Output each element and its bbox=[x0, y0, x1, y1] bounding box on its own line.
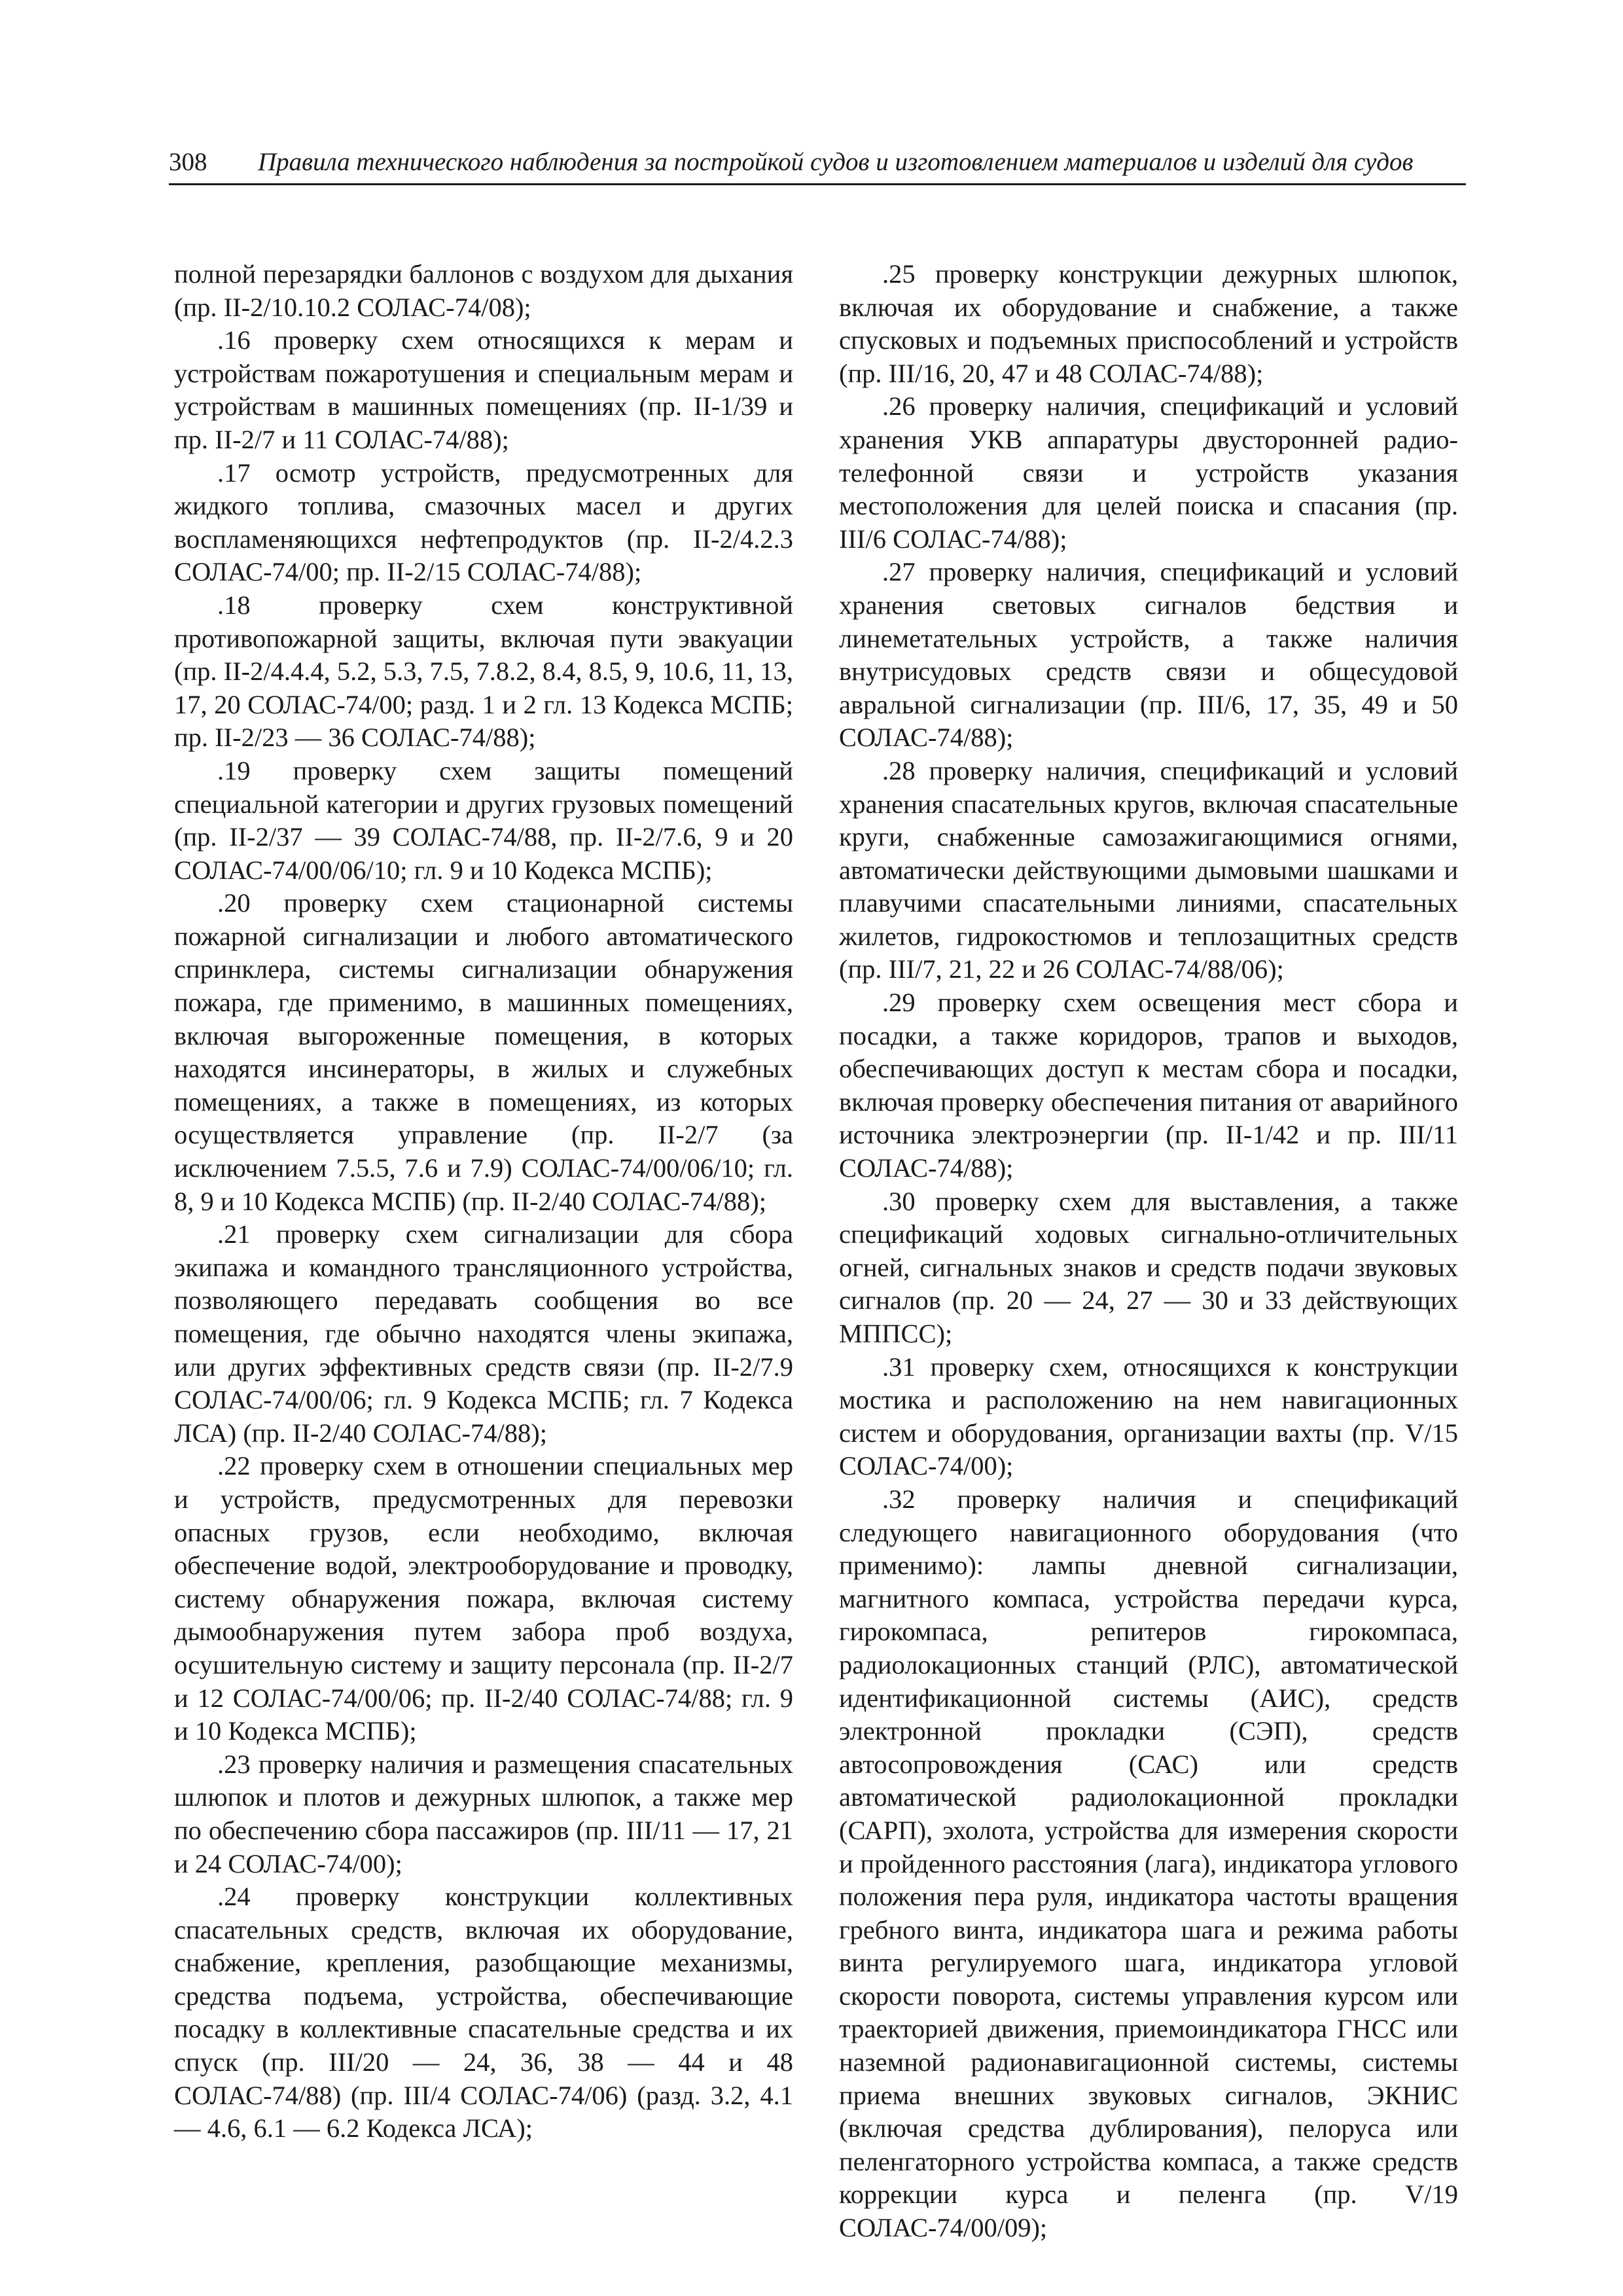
running-title: Правила технического наблюдения за постройкой судов и изготовлением материалов и изделий для судов bbox=[258, 148, 1414, 176]
list-item-30: .30 проверку схем для выставления, а также спецификаций ходовых сигнально-отличительных огней, сигнальных знаков и средств подачи звуковых сигналов (пр. 20 — 24, 27 — 30 и 33 действующих МППСС); bbox=[839, 1186, 1458, 1348]
list-item-21: .21 проверку схем сигнализации для сбора экипажа и командного трансляционного устройства, позволяющего передавать сообщения во все помещения, где обычно находятся члены экипажа, или других эффективных средств связи (пр. II-2/7.9 СОЛАС-74/00/06; гл. 9 Кодекса МСПБ; гл. 7 Кодекса ЛСА) (пр. II-2/40 СОЛАС-74/88); bbox=[174, 1219, 793, 1448]
list-item-24: .24 проверку конструкции коллективных спасательных средств, включая их оборудование, снабжение, крепления, разобщающие механизмы, средства подъема, устройства, обеспечивающие посадку в коллективные спасательные средства и их спуск (пр. III/20 — 24, 36, 38 — 44 и 48 СОЛАС-74/88) (пр. III/4 СОЛАС-74/06) (разд. 3.2, 4.1 — 4.6, 6.1 — 6.2 Кодекса ЛСА); bbox=[174, 1882, 793, 2144]
list-item-20: .20 проверку схем стационарной системы пожарной сигнализации и любого автоматического спринклера, системы сигнализации обнаружения пожара, где применимо, в машинных помещениях, включая выгороженные помещения, в которых находятся инсинераторы, в жилых и служебных помещениях, а также в помещениях, из которых осуществляется управление (пр. II-2/7 (за исключением 7.5.5, 7.6 и 7.9) СОЛАС-74/00/06/10; гл. 8, 9 и 10 Кодекса МСПБ) (пр. II-2/40 СОЛАС-74/88); bbox=[174, 888, 793, 1216]
header-rule bbox=[169, 183, 1466, 185]
list-item-31: .31 проверку схем, относящихся к конструкции мостика и расположению на нем навигационных систем и оборудования, организации вахты (пр. V/15 СОЛАС-74/00); bbox=[839, 1352, 1458, 1481]
left-column bbox=[174, 258, 793, 2145]
list-item-25: .25 проверку конструкции дежурных шлюпок, включая их оборудование и снабжение, а также спусковых и подъемных приспособлений и устройств (пр. III/16, 20, 47 и 48 СОЛАС-74/88); bbox=[839, 259, 1458, 388]
list-item-32: .32 проверку наличия и спецификаций следующего навигационного оборудования (что применимо): лампы дневной сигнализации, магнитного компаса, устройства передачи курса, гирокомпаса, репитеров гирокомпаса, радиолокационных станций (РЛС), автоматической идентификационной системы (АИС), средств электронной прокладки (СЭП), средств автосопровождения (САС) или средств автоматической радиолокационной прокладки (САРП), эхолота, устройства для измерения скорости и пройденного расстояния (лага), индикатора углового положения пера руля, индикатора частоты вращения гребного винта, индикатора шага и режима работы винта регулируемого шага, индикатора угловой скорости поворота, системы управления курсом или траекторией движения, приемоиндикатора ГНСС или наземной радионавигационной системы, системы приема внешних звуковых сигналов, ЭКНИС (включая средства дублирования), пелоруса или пеленгаторного устройства компаса, а также средств коррекции курса и пеленга (пр. V/19 СОЛАС-74/00/09); bbox=[839, 1484, 1458, 2243]
running-header bbox=[169, 145, 1466, 179]
list-item-23: .23 проверку наличия и размещения спасательных шлюпок и плотов и дежурных шлюпок, а также мер по обеспечению сбора пассажиров (пр. III/11 — 17, 21 и 24 СОЛАС-74/00); bbox=[174, 1749, 793, 1878]
list-item-27: .27 проверку наличия, спецификаций и условий хранения световых сигналов бедствия и линеметательных устройств, а также наличия внутрисудовых средств связи и общесудовой авральной сигнализации (пр. III/6, 17, 35, 49 и 50 СОЛАС-74/88); bbox=[839, 557, 1458, 753]
list-item-28: .28 проверку наличия, спецификаций и условий хранения спасательных кругов, включая спасательные круги, снабженные самозажигающимися огнями, автоматически действующими дымовыми шашками и плавучими спасательными линиями, спасательных жилетов, гидрокостюмов и теплозащитных средств (пр. III/7, 21, 22 и 26 СОЛАС-74/88/06); bbox=[839, 755, 1458, 984]
list-item-19: .19 проверку схем защиты помещений специальной категории и других грузовых помещений (пр. II-2/37 — 39 СОЛАС-74/88, пр. II-2/7.6, 9 и 20 СОЛАС-74/00/06/10; гл. 9 и 10 Кодекса МСПБ); bbox=[174, 755, 793, 885]
list-item-29: .29 проверку схем освещения мест сбора и посадки, а также коридоров, трапов и выходов, обеспечивающих доступ к местам сбора и посадки, включая проверку обеспечения питания от аварийного источника электроэнергии (пр. II-1/42 и пр. III/11 СОЛАС-74/88); bbox=[839, 988, 1458, 1183]
list-item-17: .17 осмотр устройств, предусмотренных для жидкого топлива, смазочных масел и других воспламеняющихся нефтепродуктов (пр. II-2/4.2.3 СОЛАС-74/00; пр. II-2/15 СОЛАС-74/88); bbox=[174, 457, 793, 587]
list-item-26: .26 проверку наличия, спецификаций и условий хранения УКВ аппаратуры двусторонней радио-телефонной связи и устройств указания местоположения для целей поиска и спасания (пр. III/6 СОЛАС-74/88); bbox=[839, 391, 1458, 554]
list-item-16: .16 проверку схем относящихся к мерам и устройствам пожаротушения и специальным мерам и устройствам в машинных помещениях (пр. II-1/39 и пр. II-2/7 и 11 СОЛАС-74/88); bbox=[174, 325, 793, 454]
paragraph-continuation: полной перезарядки баллонов с воздухом для дыхания (пр. II-2/10.10.2 СОЛАС-74/08); bbox=[174, 259, 793, 322]
right-column bbox=[839, 258, 1458, 2245]
list-item-18: .18 проверку схем конструктивной противопожарной защиты, включая пути эвакуации (пр. II-2/4.4.4, 5.2, 5.3, 7.5, 7.8.2, 8.4, 8.5, 9, 10.6, 11, 13, 17, 20 СОЛАС-74/00; разд. 1 и 2 гл. 13 Кодекса МСПБ; пр. II-2/23 — 36 СОЛАС-74/88); bbox=[174, 590, 793, 753]
list-item-22: .22 проверку схем в отношении специальных мер и устройств, предусмотренных для перевозки опасных грузов, если необходимо, включая обеспечение водой, электрооборудование и проводку, систему обнаружения пожара, включая систему дымообнаружения путем забора проб воздуха, осушительную систему и защиту персонала (пр. II-2/7 и 12 СОЛАС-74/00/06; пр. II-2/40 СОЛАС-74/88; гл. 9 и 10 Кодекса МСПБ); bbox=[174, 1451, 793, 1746]
page-number: 308 bbox=[169, 148, 207, 176]
